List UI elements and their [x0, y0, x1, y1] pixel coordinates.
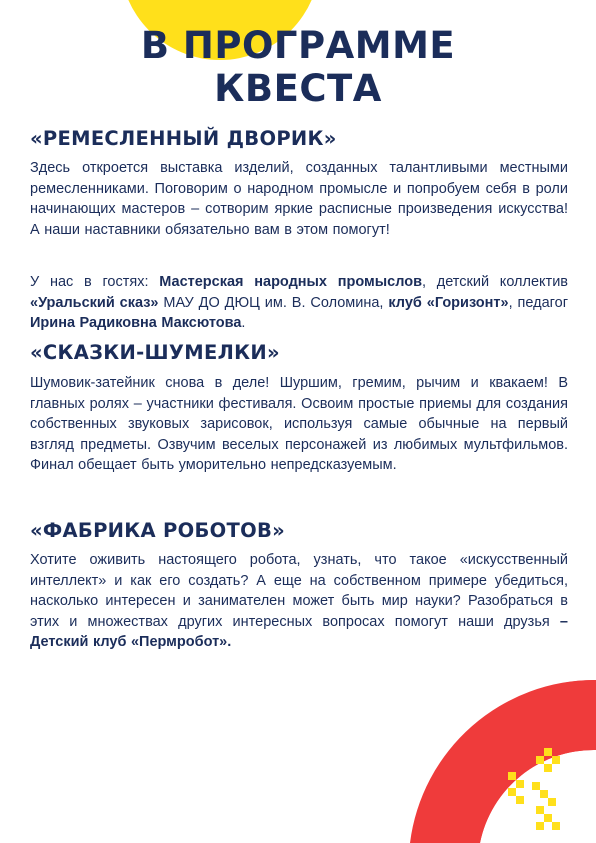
- title-line-1: В ПРОГРАММЕ: [140, 24, 456, 67]
- guest-ural: «Уральский сказ»: [30, 294, 159, 311]
- section-text-crafts: Здесь откроется выставка изделий, созданных талантливыми местными ремесленниками. Поговорим о народном промысле и попробуем себя в роли начинающих мастеров – сотворим яркие расписные произведения искусства! А наши наставники обязательно вам в этом помогут!: [30, 160, 568, 238]
- guests-intro: У нас в гостях:: [30, 274, 160, 290]
- guest-club: клуб «Горизонт»: [388, 294, 509, 311]
- section-text-robots: [30, 550, 568, 653]
- section-heading-crafts: «РЕМЕСЛЕННЫЙ ДВОРИК»: [30, 127, 337, 150]
- section-heading-robots: «ФАБРИКА РОБОТОВ»: [30, 519, 286, 542]
- section-text-noise: Шумовик-затейник снова в деле! Шуршим, гремим, рычим и квакаем! В главных ролях – участники фестиваля. Освоим простые приемы для создания собственных звуковых зарисовок, используя самые обычные на первый взгляд предметы. Озвучим веселых персонажей из любимых мультфильмов. Финал обещает быть уморительно непредсказуемым.: [30, 375, 568, 474]
- title-line-2: КВЕСТА: [214, 67, 382, 110]
- section-heading-noise: «СКАЗКИ-ШУМЕЛКИ»: [30, 341, 280, 364]
- red-arc-decoration: [410, 680, 596, 843]
- section-guests-crafts: [30, 272, 568, 334]
- pixel-ornament-icon: [508, 748, 562, 832]
- guest-workshop: Мастерская народных промыслов: [159, 274, 422, 290]
- robots-partner: – Детский клуб «Пермробот».: [30, 613, 568, 651]
- robots-text: Хотите оживить настоящего робота, узнать, что такое «искусственный интеллект» и как его создать? А еще на собственном примере убедиться, насколько интересен и занимателен может быть мир науки? Разобраться в этих и множествах других интересных вопросах помогут наши друзья: [30, 552, 568, 630]
- guests-text-2: МАУ ДО ДЮЦ им. В. Соломина,: [158, 294, 389, 311]
- guests-text-1: , детский коллектив: [421, 274, 568, 290]
- guests-end: .: [241, 315, 246, 332]
- guest-teacher: Ирина Радиковна Максютова: [30, 315, 242, 332]
- page-title: [0, 24, 596, 110]
- guests-text-3: , педагог: [508, 294, 568, 311]
